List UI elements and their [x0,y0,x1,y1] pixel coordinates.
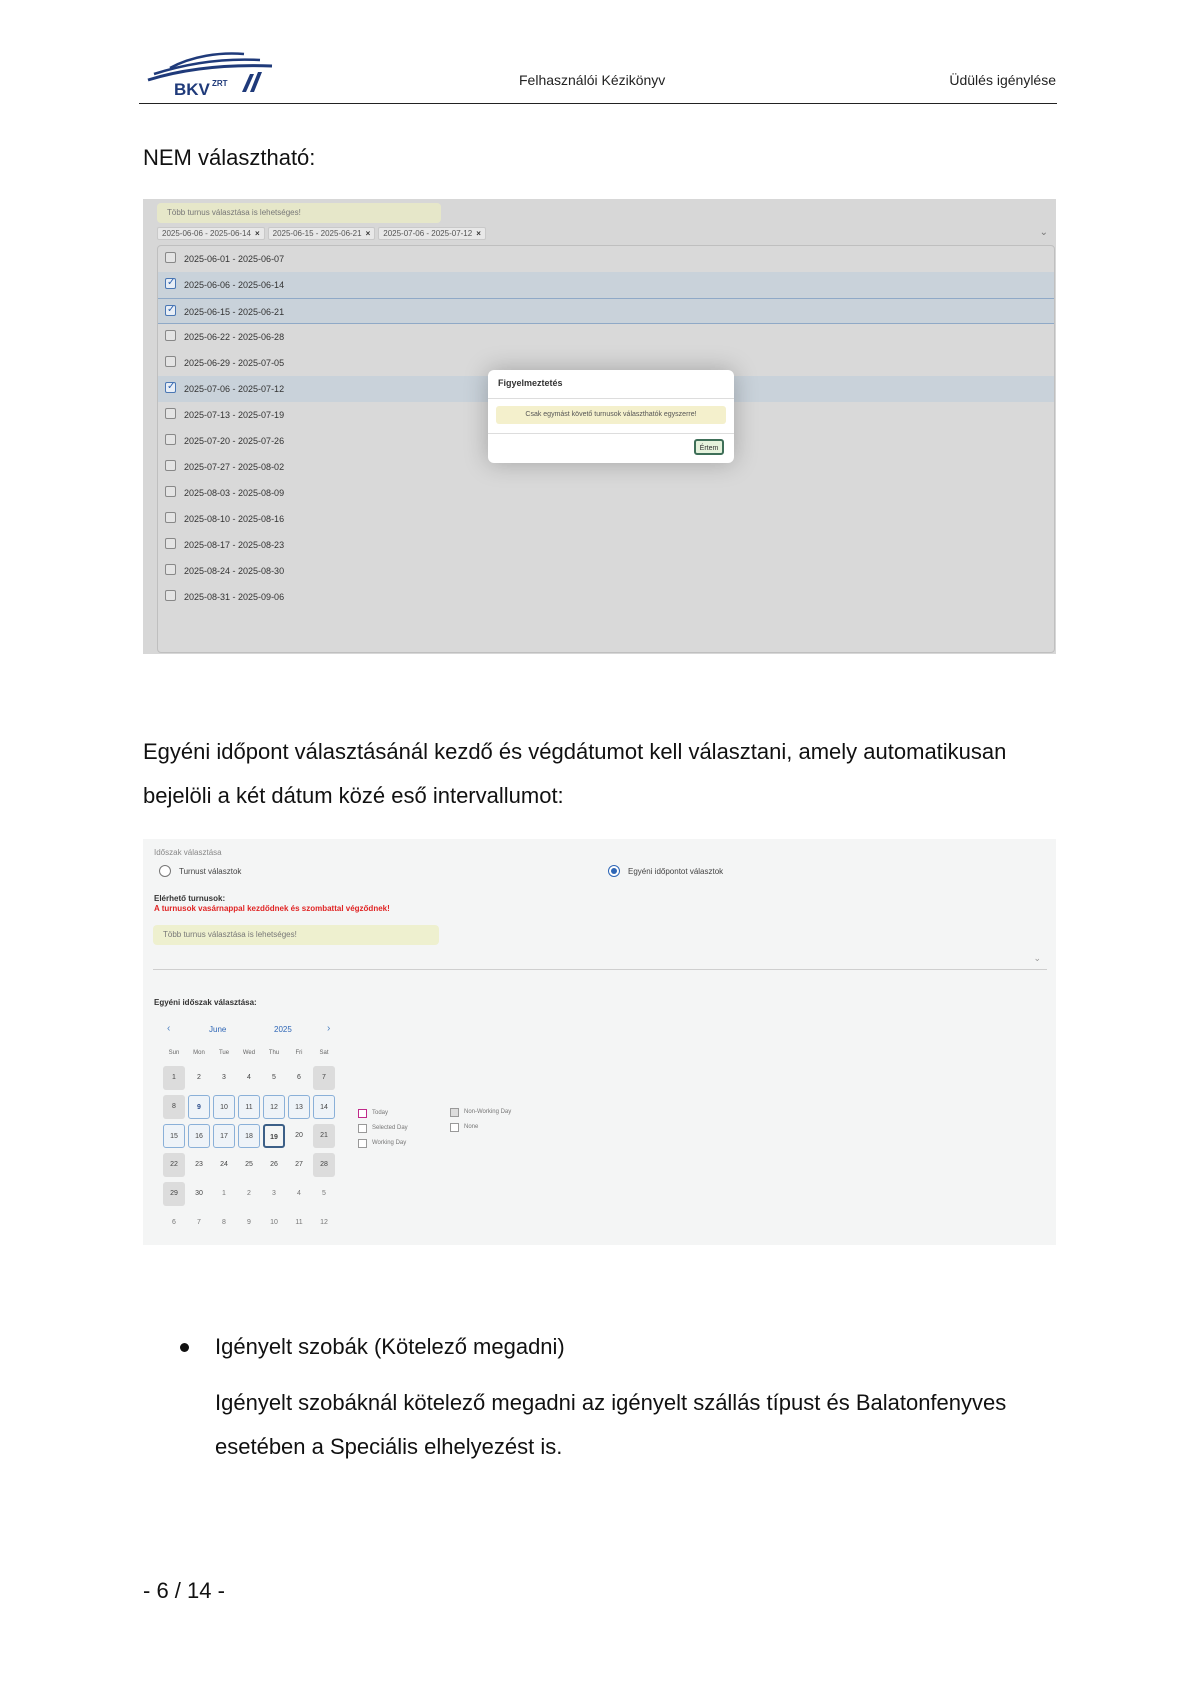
header-title: Felhasználói Kézikönyv [519,72,666,88]
legend-working: Working Day [372,1140,407,1146]
calendar-day[interactable]: 20 [295,1132,303,1139]
logo-text: BKV [174,80,210,99]
period-section-label: Időszak választása [154,848,222,857]
calendar-day-other-month[interactable]: 1 [222,1190,226,1197]
radio-custom[interactable] [608,865,620,877]
available-turnus-label: Elérhető turnusok: [154,894,226,903]
dialog-title: Figyelmeztetés [498,378,563,388]
list-item[interactable]: 2025-06-22 - 2025-06-28 [158,324,1054,350]
divider [488,433,734,434]
close-icon[interactable]: × [254,229,260,238]
selected-tag[interactable]: 2025-07-06 - 2025-07-12 × [378,227,486,240]
weekday-label: Sat [319,1050,329,1056]
calendar-day-in-range[interactable]: 10 [213,1095,235,1119]
divider [488,398,734,399]
list-item[interactable]: 2025-08-17 - 2025-08-23 [158,532,1054,558]
checkbox[interactable] [165,330,176,341]
calendar-day-other-month[interactable]: 12 [320,1219,328,1226]
legend-non-working-swatch [450,1108,459,1117]
calendar-day-other-month[interactable]: 9 [247,1219,251,1226]
list-item[interactable]: 2025-08-10 - 2025-08-16 [158,506,1054,532]
paragraph-line: bejelöli a két dátum közé eső intervallumot: [143,783,564,808]
custom-period-label: Egyéni időszak választása: [154,998,257,1007]
calendar-day[interactable]: 26 [270,1161,278,1168]
bullet-item: Igényelt szobák (Kötelező megadni) [215,1334,565,1359]
calendar-day-other-month[interactable]: 7 [197,1219,201,1226]
close-icon[interactable]: × [476,229,481,238]
list-item[interactable]: 2025-07-27 - 2025-08-02 [158,454,1054,480]
calendar-day[interactable]: 3 [222,1074,226,1081]
list-item[interactable]: ✓ 2025-07-06 - 2025-07-12 [158,376,1054,402]
calendar-day-in-range[interactable]: 17 [213,1124,235,1148]
list-item[interactable]: 2025-07-13 - 2025-07-19 [158,402,1054,428]
paragraph-line: Igényelt szobáknál kötelező megadni az igényelt szállás típust és Balatonfenyves [215,1390,1007,1415]
checkbox[interactable] [165,278,176,289]
weekday-label: Fri [295,1050,303,1056]
prev-month-icon[interactable]: ‹ [167,1023,171,1034]
calendar-day[interactable]: 24 [220,1161,228,1168]
calendar-month[interactable]: June [209,1025,227,1034]
checkbox[interactable] [165,382,176,393]
calendar-day[interactable]: 25 [245,1161,253,1168]
calendar-day-in-range[interactable]: 14 [313,1095,335,1119]
ok-button[interactable]: Értem [694,439,724,455]
calendar-day-other-month[interactable]: 4 [297,1190,301,1197]
calendar-day-other-month[interactable]: 3 [272,1190,276,1197]
calendar-day[interactable]: 27 [295,1161,303,1168]
weekday-label: Mon [193,1050,205,1056]
list-item[interactable]: 2025-07-20 - 2025-07-26 [158,428,1054,454]
calendar-day-in-range[interactable]: 13 [288,1095,310,1119]
selected-tag[interactable]: 2025-06-15 - 2025-06-21 × [268,227,376,240]
checkbox[interactable] [165,538,176,549]
calendar-year[interactable]: 2025 [274,1025,292,1034]
checkbox[interactable] [165,590,176,601]
paragraph-line: esetében a Speciális elhelyezést is. [215,1434,563,1459]
radio-custom-label: Egyéni időpontot választok [628,867,724,876]
weekday-label: Tue [218,1050,230,1056]
calendar-day[interactable]: 22 [163,1153,185,1177]
calendar-day-in-range[interactable]: 12 [263,1095,285,1119]
chevron-down-icon[interactable]: ⌄ [1039,227,1048,238]
list-item[interactable]: 2025-08-31 - 2025-09-06 [158,584,1054,610]
calendar-day-other-month[interactable]: 8 [222,1219,226,1226]
bullet-icon [180,1343,189,1352]
warning-dialog [488,370,734,463]
calendar-day-in-range[interactable]: 15 [163,1124,185,1148]
dialog-message: Csak egymást követő turnusok választhatók egyszerre! [496,406,726,424]
header-section: Üdülés igénylése [949,72,1056,88]
calendar-day-in-range[interactable]: 11 [238,1095,260,1119]
list-item[interactable]: ✓ 2025-06-15 - 2025-06-21 [158,298,1054,324]
calendar-day[interactable]: 29 [163,1182,185,1206]
bkv-logo [140,50,276,102]
legend-selected: Selected Day [372,1125,408,1131]
calendar-day[interactable]: 23 [195,1161,203,1168]
check-icon: ✓ [167,304,176,315]
chevron-down-icon[interactable]: ⌄ [1033,953,1041,963]
legend-none: None [464,1124,479,1130]
checkbox[interactable] [165,486,176,497]
legend-today: Today [372,1110,389,1116]
calendar-day[interactable]: 2 [197,1074,201,1081]
close-icon[interactable]: × [365,229,371,238]
calendar-day-other-month[interactable]: 10 [270,1219,278,1226]
legend-none-swatch [450,1123,459,1132]
check-icon: ✓ [167,381,176,392]
multi-select-hint: Több turnus választása is lehetséges! [153,925,439,945]
paragraph-line: Egyéni időpont választásánál kezdő és végdátumot kell választani, amely automatikusan [143,739,1007,764]
list-item[interactable]: 2025-06-29 - 2025-07-05 [158,350,1054,376]
multi-select-hint: Több turnus választása is lehetséges! [157,203,441,223]
radio-turnus[interactable] [159,865,171,877]
selected-tag[interactable]: 2025-06-06 - 2025-06-14 × [157,227,265,240]
legend-non-working: Non-Working Day [464,1109,512,1115]
calendar-day-today[interactable]: 19 [263,1124,285,1148]
legend-today-swatch [358,1109,367,1118]
calendar-day[interactable]: 21 [313,1124,335,1148]
checkbox[interactable] [165,408,176,419]
checkbox[interactable] [165,252,176,263]
header-divider [139,103,1057,104]
logo-sup: ZRT [212,79,228,88]
list-item[interactable]: 2025-08-03 - 2025-08-09 [158,480,1054,506]
turnus-select[interactable] [153,951,1047,970]
checkbox[interactable] [165,356,176,367]
radio-turnus-label: Turnust választok [179,867,242,876]
calendar-day[interactable]: 1 [163,1066,185,1090]
legend-selected-swatch [358,1124,367,1133]
section-title-not-selectable: NEM választható: [143,145,316,170]
calendar-day-in-range[interactable]: 16 [188,1124,210,1148]
screenshot-turnus-list [143,199,1056,654]
page-number: - 6 / 14 - [143,1578,225,1603]
calendar-day-other-month[interactable]: 5 [322,1190,326,1197]
weekday-label: Wed [242,1050,256,1056]
calendar-day[interactable]: 28 [313,1153,335,1177]
turnus-warning: A turnusok vasárnappal kezdődnek és szombattal végződnek! [154,904,390,913]
calendar-day-other-month[interactable]: 11 [295,1219,303,1226]
calendar-day-other-month[interactable]: 2 [247,1190,251,1197]
checkbox[interactable] [165,564,176,575]
list-item[interactable]: ✓ 2025-06-06 - 2025-06-14 [158,272,1054,298]
checkbox[interactable] [165,512,176,523]
checkbox[interactable] [165,460,176,471]
calendar-day-in-range[interactable]: 18 [238,1124,260,1148]
next-month-icon[interactable]: › [327,1023,331,1034]
calendar-day[interactable]: 30 [195,1190,203,1197]
weekday-label: Thu [268,1050,280,1056]
selected-tags [157,227,489,243]
list-item[interactable]: 2025-06-01 - 2025-06-07 [158,246,1054,272]
checkbox[interactable] [165,305,176,316]
calendar-day[interactable]: 4 [247,1074,251,1081]
legend-working-swatch [358,1139,367,1148]
calendar-day[interactable]: 8 [163,1095,185,1119]
calendar-day[interactable]: 7 [313,1066,335,1090]
checkbox[interactable] [165,434,176,445]
screenshot-custom-period [143,839,1056,1245]
check-icon: ✓ [167,277,176,288]
weekday-label: Sun [168,1050,180,1056]
list-item[interactable]: 2025-08-24 - 2025-08-30 [158,558,1054,584]
calendar-day-range-start[interactable]: 9 [188,1095,210,1119]
calendar-day[interactable]: 5 [272,1074,276,1081]
calendar-day-other-month[interactable]: 6 [172,1219,176,1226]
calendar-day[interactable]: 6 [297,1074,301,1081]
